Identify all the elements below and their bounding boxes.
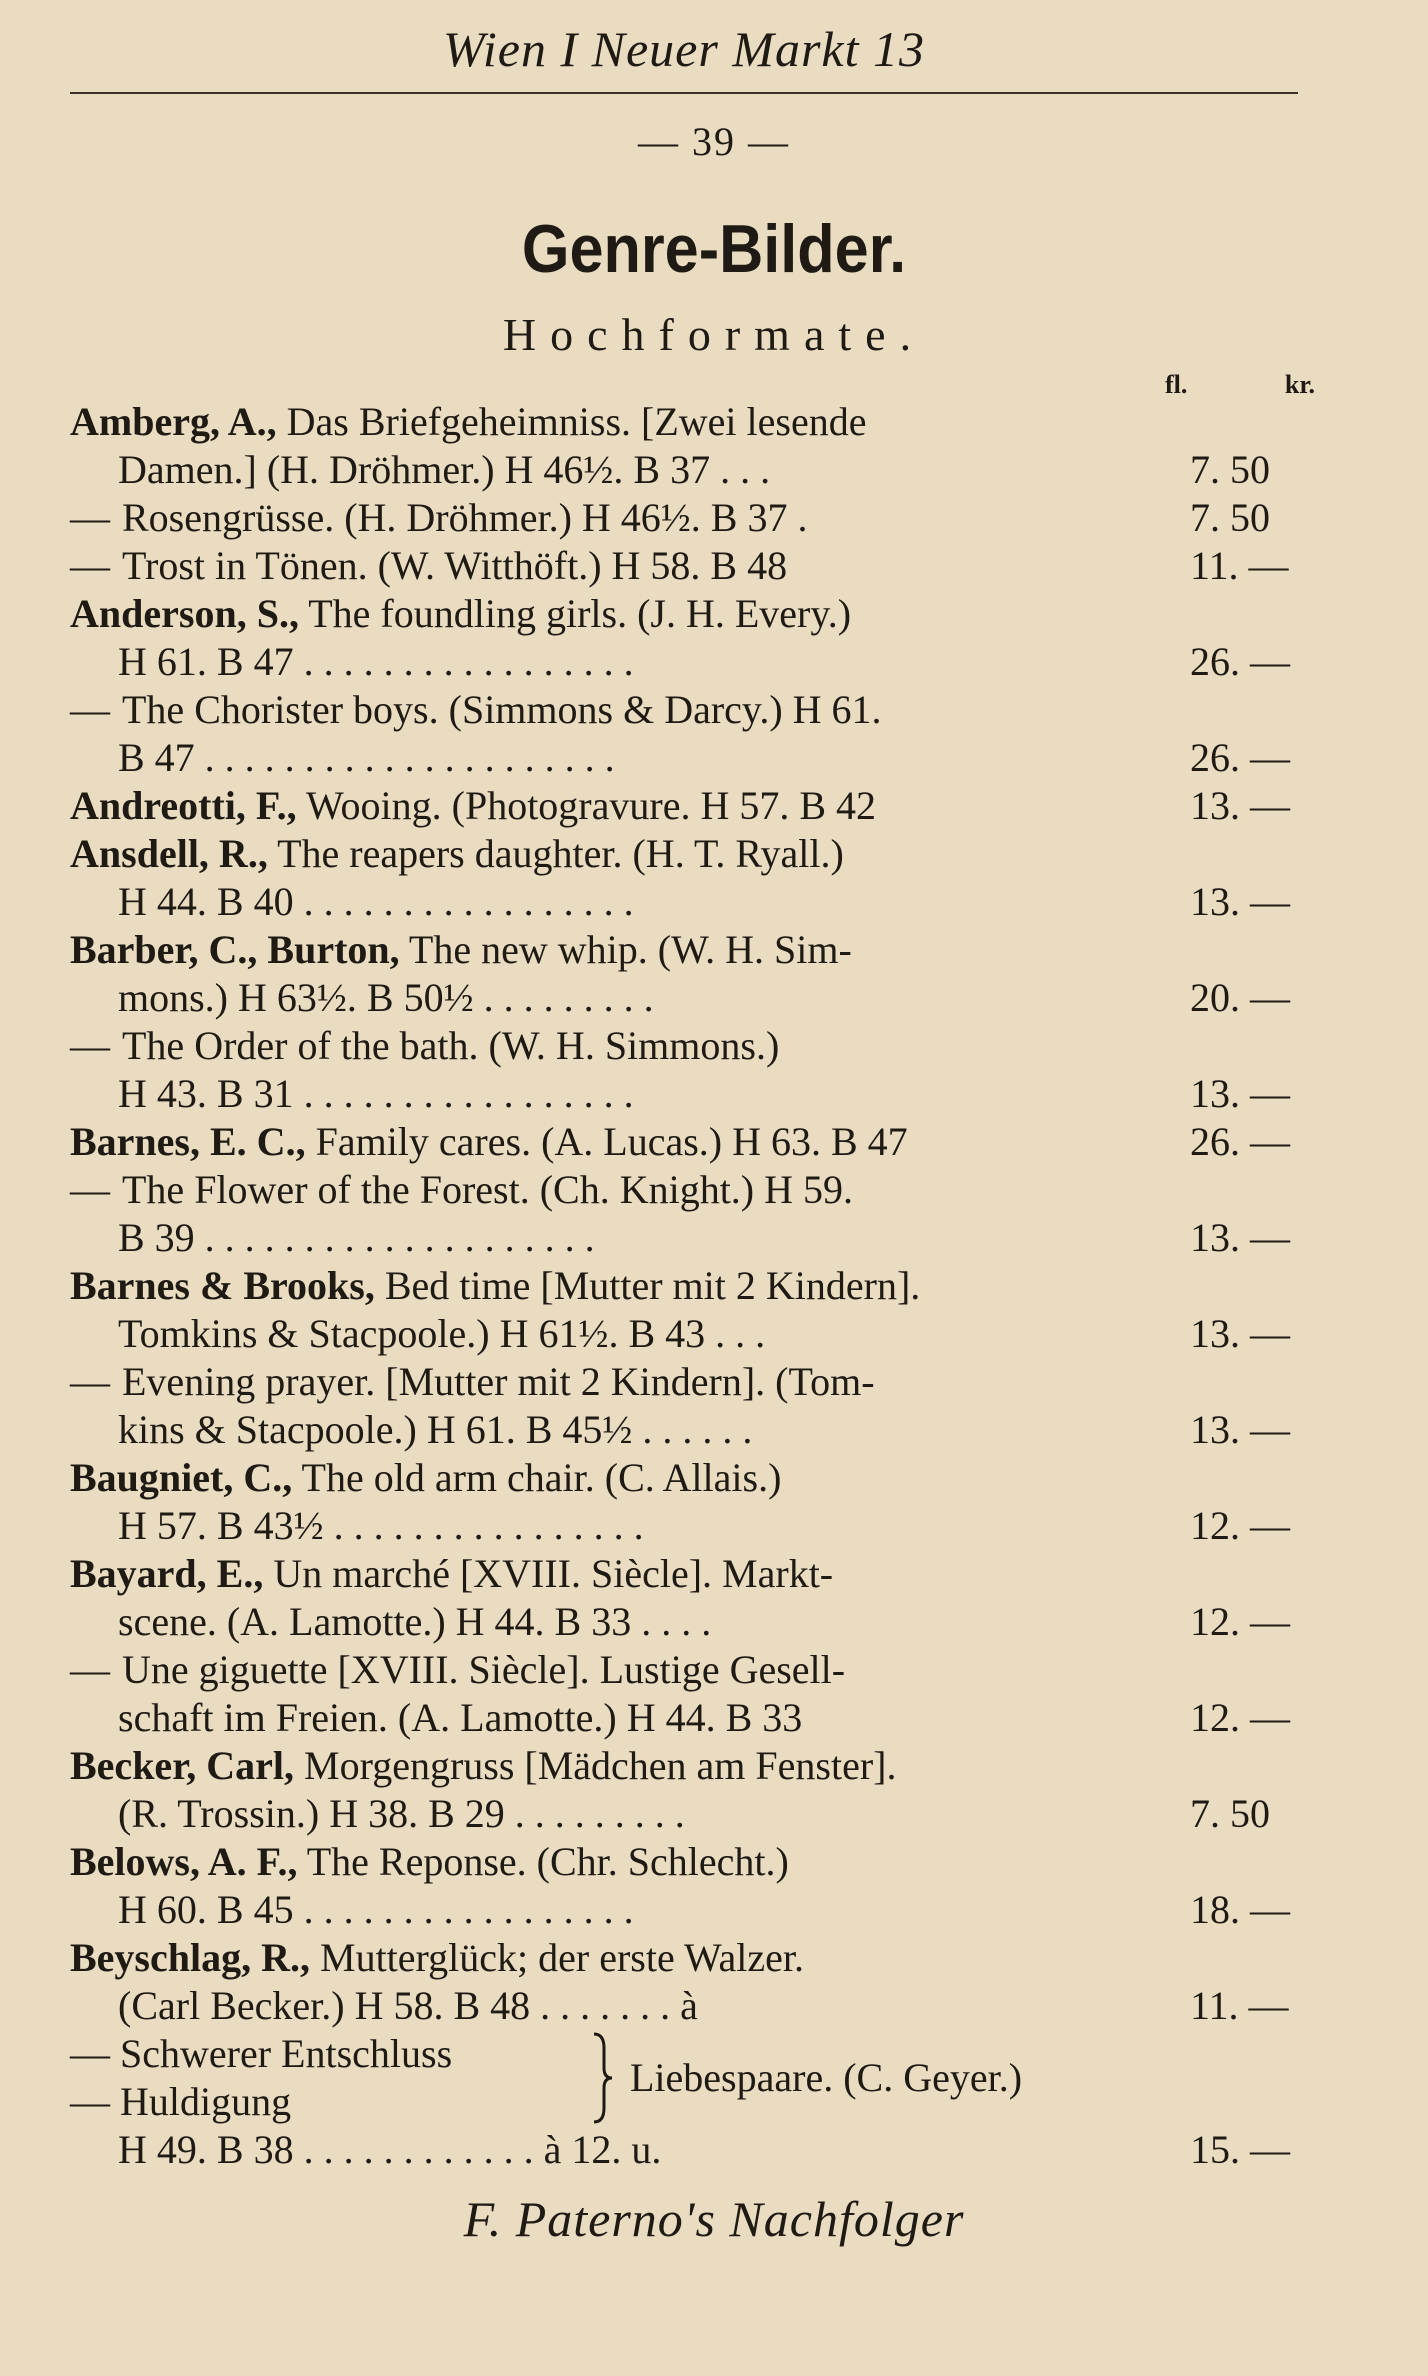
brace-group [70, 2030, 1310, 2126]
entry-text [70, 1454, 781, 1502]
artist-name: Becker, Carl, [70, 1743, 295, 1788]
entry-text [118, 1886, 634, 1934]
ditto-dash: — [70, 687, 110, 732]
right-brace-icon [590, 2030, 616, 2126]
entry-text [70, 1550, 833, 1598]
entry-description: Rosengrüsse. (H. Dröhmer.) H 46½. B 37 . [122, 495, 808, 540]
entry-text [70, 686, 882, 734]
currency-header [1165, 370, 1315, 400]
entry-price: 26. — [1190, 1119, 1290, 1164]
entry-description: H 43. B 31 . . . . . . . . . . . . . . . . . [118, 1071, 634, 1116]
entry-price: 13. — [1190, 1311, 1290, 1356]
entry-description: Trost in Tönen. (W. Witthöft.) H 58. B 48 [122, 543, 788, 588]
entry-line [70, 494, 1310, 542]
ditto-dash: — [70, 543, 110, 588]
entry-text [70, 1838, 789, 1886]
entry-price: 12. — [1190, 1503, 1290, 1548]
artist-name: Bayard, E., [70, 1551, 264, 1596]
running-footer: F. Paterno's Nachfolger [463, 2191, 965, 2247]
entry-text [118, 638, 634, 686]
entry-description: B 47 . . . . . . . . . . . . . . . . . . . . . [118, 735, 615, 780]
entry-description: The old arm chair. (C. Allais.) [292, 1455, 782, 1500]
ditto-dash: — [70, 1647, 110, 1692]
entry-text [70, 542, 787, 590]
entry-description: Bed time [Mutter mit 2 Kindern]. [374, 1263, 921, 1308]
entry-text [70, 830, 844, 878]
artist-name: Andreotti, F., [70, 783, 297, 828]
entry-price: 13. — [1190, 1071, 1290, 1116]
ditto-dash: — [70, 1023, 110, 1068]
entry-line [70, 638, 1310, 686]
entries-list [70, 398, 1310, 2174]
entry-price: 12. — [1190, 1695, 1290, 1740]
entry-line [70, 926, 1310, 974]
entry-line [70, 1022, 1310, 1070]
artist-name: Anderson, S., [70, 591, 299, 636]
entry-description: (Carl Becker.) H 58. B 48 . . . . . . . à [118, 1983, 698, 2028]
entry-text [118, 1982, 698, 2030]
entry-text [70, 1646, 845, 1694]
entry-line [70, 1118, 1310, 1166]
artist-name: Baugniet, C., [70, 1455, 293, 1500]
entry-line [70, 1454, 1310, 1502]
entry-description: The Reponse. (Chr. Schlecht.) [297, 1839, 789, 1884]
entry-line [70, 590, 1310, 638]
entry-text [118, 974, 654, 1022]
entry-line [70, 974, 1310, 1022]
entry-line [70, 1694, 1310, 1742]
entry-text [118, 734, 615, 782]
entry-description: mons.) H 63½. B 50½ . . . . . . . . . [118, 975, 654, 1020]
artist-name: Barnes, E. C., [70, 1119, 306, 1164]
currency-kreuzer: kr. [1284, 370, 1315, 399]
entry-text [118, 1694, 802, 1742]
entry-line [70, 1598, 1310, 1646]
artist-name: Barber, C., Burton, [70, 927, 400, 972]
entry-text [70, 1022, 779, 1070]
artist-name: Ansdell, R., [70, 831, 268, 876]
entry-price: 13. — [1190, 879, 1290, 924]
entry-description: Un marché [XVIII. Siècle]. Markt- [263, 1551, 834, 1596]
artist-name: Amberg, A., [70, 399, 277, 444]
ditto-dash: — [70, 1167, 110, 1212]
entry-price: 7. 50 [1190, 1791, 1270, 1836]
entry-line [70, 686, 1310, 734]
entry-description: Wooing. (Photogravure. H 57. B 42 [296, 783, 877, 828]
brace-item: — Schwerer Entschluss [70, 2031, 453, 2076]
entry-price: 11. — [1190, 1983, 1289, 2028]
brace-item: — Huldigung [70, 2079, 292, 2124]
entry-text [70, 1118, 908, 1166]
entry-description: H 61. B 47 . . . . . . . . . . . . . . . . . [118, 639, 634, 684]
entry-text [118, 1598, 711, 1646]
entry-price: 13. — [1190, 783, 1290, 828]
entry-description: The Order of the bath. (W. H. Simmons.) [122, 1023, 780, 1068]
entry-line [70, 1166, 1310, 1214]
entry-description: scene. (A. Lamotte.) H 44. B 33 . . . . [118, 1599, 712, 1644]
entry-description: The foundling girls. (J. H. Every.) [298, 591, 852, 636]
entry-line [70, 1934, 1310, 1982]
entry-line [70, 1502, 1310, 1550]
entry-description: Evening prayer. [Mutter mit 2 Kindern]. (Tom- [122, 1359, 875, 1404]
section-subtitle: Hochformate. [502, 309, 926, 360]
entry-text [118, 878, 634, 926]
page-number: — 39 — [638, 119, 790, 164]
entry-description: H 60. B 45 . . . . . . . . . . . . . . . . . [118, 1887, 634, 1932]
entry-text [70, 782, 876, 830]
entry-line [70, 782, 1310, 830]
entry-price: 20. — [1190, 975, 1290, 1020]
entry-line [70, 446, 1310, 494]
entry-line [70, 542, 1310, 590]
entry-description: The Chorister boys. (Simmons & Darcy.) H 61. [122, 687, 882, 732]
entry-text [70, 1358, 875, 1406]
entry-text [118, 446, 770, 494]
entry-description: Family cares. (A. Lucas.) H 63. B 47 [305, 1119, 908, 1164]
entry-text [118, 1310, 765, 1358]
entry-description: Morgengruss [Mädchen am Fenster]. [294, 1743, 897, 1788]
header-rule [70, 92, 1298, 94]
entry-price: 12. — [1190, 1599, 1290, 1644]
entry-line [70, 1070, 1310, 1118]
entry-description: Mutterglück; der erste Walzer. [310, 1935, 805, 1980]
entry-text [70, 398, 866, 446]
entry-line [70, 2126, 1310, 2174]
entry-price: 7. 50 [1190, 447, 1270, 492]
entry-text [118, 1070, 634, 1118]
entry-description: The reapers daughter. (H. T. Ryall.) [267, 831, 844, 876]
entry-line [70, 1982, 1310, 2030]
entry-line [70, 1310, 1310, 1358]
entry-price: 26. — [1190, 735, 1290, 780]
artist-name: Beyschlag, R., [70, 1935, 310, 1980]
artist-name: Belows, A. F., [70, 1839, 298, 1884]
entry-text [70, 1742, 897, 1790]
section-title: Genre-Bilder. [521, 211, 907, 287]
entry-description: Une giguette [XVIII. Siècle]. Lustige Gesell- [122, 1647, 846, 1692]
entry-price: 26. — [1190, 639, 1290, 684]
entry-text [118, 1214, 595, 1262]
entry-text [70, 1262, 920, 1310]
entry-text [70, 590, 851, 638]
entry-text [70, 926, 852, 974]
entry-line [70, 1742, 1310, 1790]
entry-description: The Flower of the Forest. (Ch. Knight.) H 59. [122, 1167, 854, 1212]
entry-line [70, 1838, 1310, 1886]
entry-price: 13. — [1190, 1215, 1290, 1260]
entry-line [70, 1214, 1310, 1262]
entry-description: The new whip. (W. H. Sim- [399, 927, 852, 972]
entry-description: H 57. B 43½ . . . . . . . . . . . . . . . . [118, 1503, 644, 1548]
entry-description: B 39 . . . . . . . . . . . . . . . . . . . . [118, 1215, 595, 1260]
entry-text [70, 494, 808, 542]
entry-price: 7. 50 [1190, 495, 1270, 540]
entry-line [70, 1550, 1310, 1598]
entry-line [70, 1790, 1310, 1838]
entry-text [70, 1934, 804, 1982]
running-header: Wien I Neuer Markt 13 [442, 21, 925, 77]
entry-line [70, 1262, 1310, 1310]
entry-line [70, 830, 1310, 878]
entry-line [70, 1406, 1310, 1454]
entry-price: 13. — [1190, 1407, 1290, 1452]
entry-price: 15. — [1190, 2127, 1290, 2172]
entry-description: Damen.] (H. Dröhmer.) H 46½. B 37 . . . [118, 447, 771, 492]
entry-line [70, 734, 1310, 782]
artist-name: Barnes & Brooks, [70, 1263, 375, 1308]
entry-text [118, 1406, 752, 1454]
entry-line [70, 1646, 1310, 1694]
entry-description: H 49. B 38 . . . . . . . . . . . . à 12. u. [118, 2127, 662, 2172]
entry-line [70, 398, 1310, 446]
ditto-dash: — [70, 495, 110, 540]
entry-description: schaft im Freien. (A. Lamotte.) H 44. B 33 [118, 1695, 803, 1740]
entry-description: Das Briefgeheimniss. [Zwei lesende [276, 399, 867, 444]
entry-price: 11. — [1190, 543, 1289, 588]
brace-note: Liebespaare. (C. Geyer.) [630, 2055, 1023, 2100]
entry-text [118, 1790, 685, 1838]
currency-florin: fl. [1165, 370, 1188, 399]
entry-line [70, 1358, 1310, 1406]
entry-line [70, 878, 1310, 926]
entry-description: kins & Stacpoole.) H 61. B 45½ . . . . . . [118, 1407, 753, 1452]
entry-price: 18. — [1190, 1887, 1290, 1932]
entry-text [70, 1166, 853, 1214]
entry-description: (R. Trossin.) H 38. B 29 . . . . . . . . . [118, 1791, 685, 1836]
entry-text [118, 1502, 644, 1550]
entry-line [70, 1886, 1310, 1934]
entry-description: H 44. B 40 . . . . . . . . . . . . . . . . . [118, 879, 634, 924]
entry-description: Tomkins & Stacpoole.) H 61½. B 43 . . . [118, 1311, 766, 1356]
ditto-dash: — [70, 1359, 110, 1404]
